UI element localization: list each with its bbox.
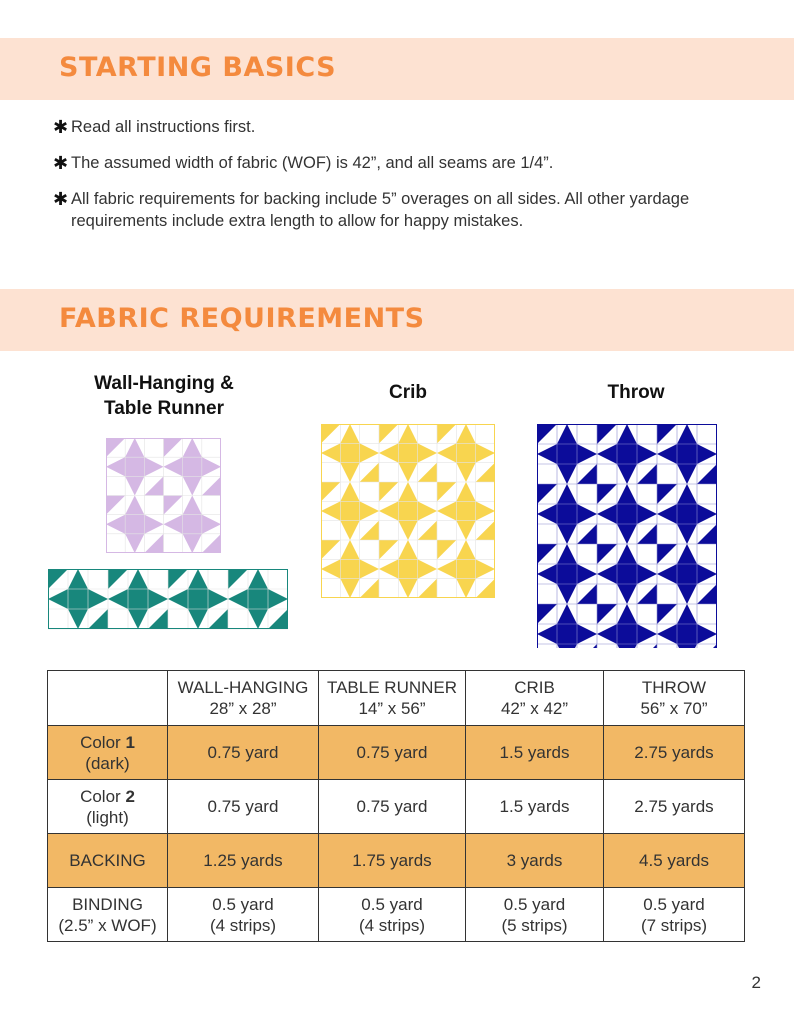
- cell-strips: (5 strips): [501, 915, 568, 935]
- wall-hanging-quilt-image: [106, 438, 221, 553]
- cell-strips: (7 strips): [640, 915, 708, 935]
- wall-label-line1: Wall-Hanging &: [94, 373, 234, 394]
- quilt-center-square: [677, 624, 697, 644]
- quilt-center-square: [456, 501, 475, 520]
- cell-yardage: 0.5 yard: [361, 894, 423, 914]
- header-cell-blank: [48, 671, 168, 726]
- page-number: 2: [751, 973, 761, 992]
- table-cell: 0.75 yard: [168, 726, 319, 780]
- header-size: 28” x 28”: [209, 699, 277, 718]
- quilt-center-square: [617, 504, 637, 524]
- starting-basics-band: [0, 38, 794, 100]
- table-cell: 0.75 yard: [319, 726, 466, 780]
- header-cell: [466, 671, 604, 726]
- row-label: BACKING: [48, 834, 168, 888]
- quilt-center-square: [557, 564, 577, 584]
- quilt-center-square: [125, 457, 144, 476]
- bullet-text: Read all instructions first.: [71, 118, 256, 136]
- quilt-center-square: [557, 444, 577, 464]
- table-cell: [604, 888, 745, 942]
- table-cell: 2.75 yards: [604, 780, 745, 834]
- header-cell: [168, 671, 319, 726]
- quilt-center-square: [617, 444, 637, 464]
- quilt-center-square: [128, 589, 148, 609]
- table-cell: 1.5 yards: [466, 726, 604, 780]
- quilt-center-square: [68, 589, 88, 609]
- header-title: WALL-HANGING: [177, 678, 309, 697]
- bullet-text: The assumed width of fabric (WOF) is 42”, and all seams are 1/4”.: [71, 154, 554, 172]
- fabric-requirements-band: [0, 289, 794, 351]
- table-runner-quilt-image: [48, 569, 288, 631]
- quilt-center-square: [188, 589, 208, 609]
- row-label-text: BINDING: [72, 894, 143, 914]
- table-row: [48, 780, 745, 834]
- wall-hanging-label: [74, 371, 254, 421]
- table-row: [48, 726, 745, 780]
- quilt-center-square: [677, 564, 697, 584]
- header-cell: [604, 671, 745, 726]
- header-title: TABLE RUNNER: [326, 678, 458, 697]
- row-label: [48, 726, 168, 780]
- quilt-center-square: [340, 443, 359, 462]
- starting-basics-title: STARTING BASICS: [59, 52, 337, 83]
- row-label-sub: (light): [86, 807, 129, 827]
- row-label-number: 1: [125, 732, 135, 752]
- quilt-center-square: [557, 504, 577, 524]
- row-label: [48, 888, 168, 942]
- fabric-requirements-title: FABRIC REQUIREMENTS: [59, 303, 425, 334]
- quilt-center-square: [617, 624, 637, 644]
- quilt-center-square: [456, 559, 475, 578]
- row-label-number: 2: [125, 786, 135, 806]
- quilt-center-square: [398, 559, 417, 578]
- throw-label: Throw: [607, 382, 665, 403]
- cell-yardage: 0.5 yard: [503, 894, 566, 914]
- header-size: 42” x 42”: [500, 699, 569, 718]
- table-cell: 1.25 yards: [168, 834, 319, 888]
- list-item: [53, 116, 743, 138]
- throw-quilt-image: [537, 424, 717, 648]
- table-header-row: [48, 671, 745, 726]
- table-row: [48, 888, 745, 942]
- table-cell: [319, 888, 466, 942]
- row-label-sub: (2.5” x WOF): [58, 915, 157, 935]
- table-cell: 1.75 yards: [319, 834, 466, 888]
- quilt-center-square: [183, 457, 202, 476]
- table-row: [48, 834, 745, 888]
- asterisk-icon: ✱: [53, 153, 69, 173]
- table-cell: 4.5 yards: [604, 834, 745, 888]
- header-title: CRIB: [514, 678, 555, 697]
- cell-strips: (4 strips): [358, 915, 426, 935]
- quilt-star-point: [677, 644, 697, 648]
- asterisk-icon: ✱: [53, 117, 69, 137]
- quilt-center-square: [248, 589, 268, 609]
- quilt-center-square: [398, 501, 417, 520]
- table-cell: 3 yards: [466, 834, 604, 888]
- cell-strips: (4 strips): [209, 915, 277, 935]
- quilt-center-square: [617, 564, 637, 584]
- table-cell: 0.75 yard: [319, 780, 466, 834]
- list-item: [53, 188, 743, 232]
- quilt-center-square: [456, 443, 475, 462]
- table-cell: [168, 888, 319, 942]
- instructions-list: [53, 116, 743, 246]
- cell-yardage: 0.5 yard: [643, 894, 705, 914]
- wall-label-line2: Table Runner: [104, 398, 224, 419]
- quilt-center-square: [677, 504, 697, 524]
- quilt-center-square: [557, 624, 577, 644]
- row-label-sub: (dark): [85, 753, 130, 773]
- quilt-center-square: [125, 515, 144, 534]
- quilt-center-square: [340, 559, 359, 578]
- table-cell: 1.5 yards: [466, 780, 604, 834]
- quilt-center-square: [398, 443, 417, 462]
- header-size: 56” x 70”: [640, 699, 708, 718]
- row-label: [48, 780, 168, 834]
- quilt-star-point: [557, 644, 577, 648]
- asterisk-icon: ✱: [53, 189, 69, 209]
- quilt-star-point: [617, 644, 637, 648]
- fabric-requirements-table: [47, 670, 745, 942]
- cell-yardage: 0.5 yard: [212, 894, 274, 914]
- row-label-text: Color: [80, 732, 126, 752]
- crib-label: Crib: [389, 382, 427, 403]
- bullet-text: All fabric requirements for backing include 5” overages on all sides. All other yardage requirements include extra length to allow for happy mistakes.: [71, 190, 690, 230]
- quilt-center-square: [340, 501, 359, 520]
- table-cell: [466, 888, 604, 942]
- table-cell: 2.75 yards: [604, 726, 745, 780]
- crib-quilt-image: [321, 424, 495, 598]
- header-cell: [319, 671, 466, 726]
- list-item: [53, 152, 743, 174]
- header-size: 14” x 56”: [358, 699, 426, 718]
- quilt-center-square: [677, 444, 697, 464]
- header-title: THROW: [641, 678, 707, 697]
- quilt-center-square: [183, 515, 202, 534]
- table-cell: 0.75 yard: [168, 780, 319, 834]
- row-label-text: Color: [80, 786, 126, 806]
